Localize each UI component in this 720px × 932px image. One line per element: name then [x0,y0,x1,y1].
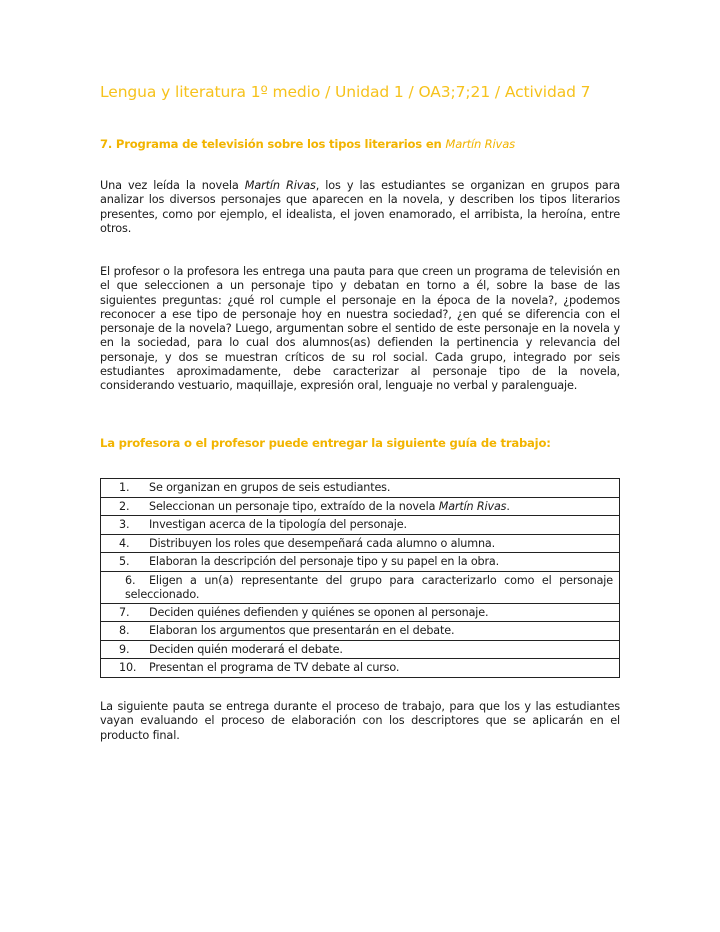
step-number: 4. [119,536,130,550]
activity-title [100,137,515,151]
step-novel-title: Martín Rivas [438,499,507,513]
step-number: 9. [119,642,130,656]
step-text: Distribuyen los roles que desempeñará cada alumno o alumna. [149,536,496,550]
step-text: Elaboran los argumentos que presentarán en el debate. [149,624,455,637]
intro-text-start: Una vez leída la novela [100,179,245,192]
step-number: 8. [119,624,130,637]
step-number: 3. [119,518,130,531]
step-text: Deciden quiénes defienden y quiénes se oponen al personaje. [149,605,489,619]
closing-paragraph: La siguiente pauta se entrega durante el proceso de trabajo, para que los y las estudiantes vayan evaluando el proceso de elaboración con los descriptores que se aplicarán en el producto final. [100,700,620,742]
step-text: Investigan acerca de la tipología del personaje. [149,518,407,531]
step-number: 5. [119,555,130,568]
step-text: Elaboran la descripción del personaje tipo y su papel en la obra. [149,555,500,568]
table-row [101,479,620,498]
intro-text-end: , los y las estudiantes se organizan en grupos para analizar los diversos personajes que aparecen en la novela, y describen los tipos literarios presentes, como por ejemplo, el idealista, el joven enamorado, el arribista, la heroína, entre otros. [100,179,620,235]
step-number: 10. [119,661,137,674]
instructions-paragraph: El profesor o la profesora les entrega una pauta para que creen un programa de televisión en el que seleccionen a un personaje tipo y debatan en torno a él, sobre la base de las siguientes preguntas: ¿qué rol cumple el personaje en la época de la novela?, ¿podemos reconocer a ese tipo de personaje hoy en nuestra sociedad?, ¿en qué se diferencia con el personaje de la novela? Luego, argumentan sobre el sentido de este personaje en la novela y en la sociedad, para lo cual dos alumnos(as) defienden la pertinencia y relevancia del personaje, y dos se muestran críticos de su rol social. Cada grupo, integrado por seis estudiantes aproximadamente, debe caracterizar al personaje tipo de la novela, considerando vestuario, maquillaje, expresión oral, lenguaje no verbal y paralenguaje. [100,265,620,393]
table-row [101,497,620,516]
intro-paragraph [100,179,620,236]
table-row [101,553,620,572]
step-text: Deciden quién moderará el debate. [149,642,343,656]
step-text: Se organizan en grupos de seis estudiantes. [149,481,391,494]
activity-title-novel: Martín Rivas [445,137,515,151]
step-text: Presentan el programa de TV debate al curso. [149,661,400,674]
step-number: 1. [119,481,130,494]
table-row [101,534,620,553]
table-row [101,603,620,622]
table-row [101,516,620,535]
table-row [101,640,620,659]
activity-title-text: 7. Programa de televisión sobre los tipos literarios en [100,137,446,151]
step-text-end: . [506,499,510,513]
table-row [101,622,620,641]
guide-title: La profesora o el profesor puede entregar la siguiente guía de trabajo: [100,436,551,450]
intro-novel-title: Martín Rivas [244,179,316,192]
breadcrumb-header: Lengua y literatura 1º medio / Unidad 1 / OA3;7;21 / Actividad 7 [100,83,591,101]
table-row [101,659,620,678]
step-number: 2. [119,499,130,513]
step-text: Eligen a un(a) representante del grupo para caracterizarlo como el personaje seleccionado. [125,573,613,601]
step-number: 6. [125,573,136,587]
step-number: 7. [119,605,130,619]
step-text: Seleccionan un personaje tipo, extraído de la novela [149,499,439,513]
work-guide-table [100,478,620,678]
table-row [101,571,620,603]
